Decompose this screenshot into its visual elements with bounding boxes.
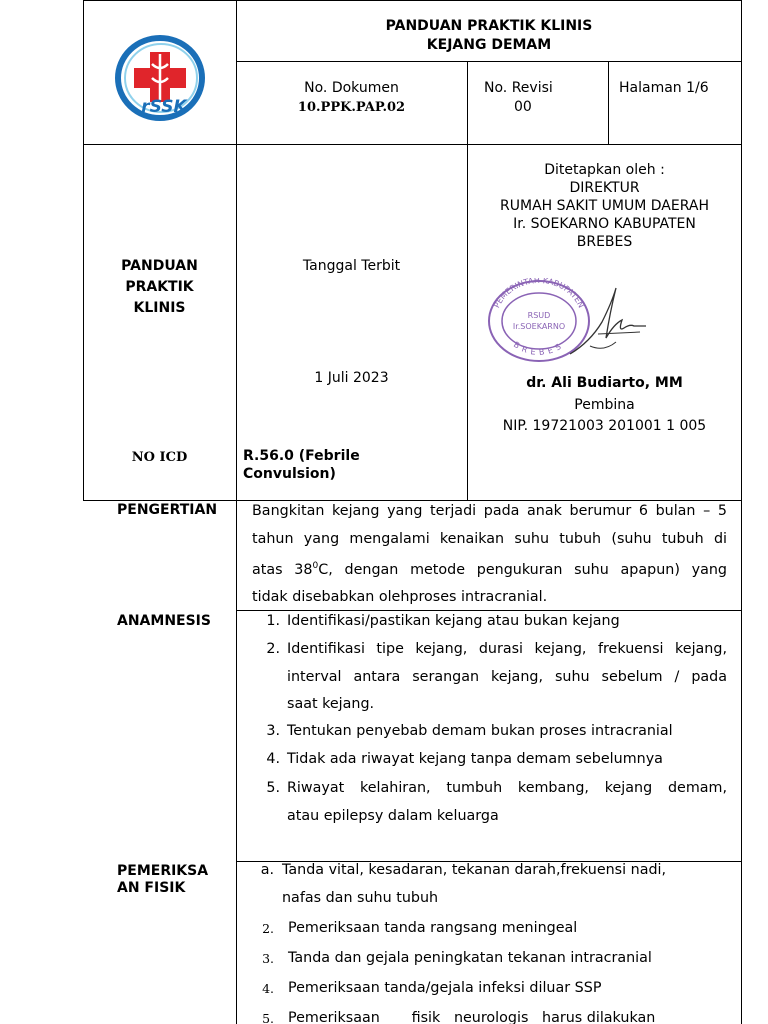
issue-date-label: Tanggal Terbit <box>302 258 401 274</box>
document-number-label: No. Dokumen <box>304 80 399 96</box>
pengertian-line4: tidak disebabkan olehproses intracranial. <box>252 589 548 606</box>
signer-name: dr. Ali Budiarto, MM <box>526 375 683 391</box>
icd-value-line2: Convulsion) <box>243 466 336 482</box>
pemeriksaan-item-a <box>252 857 727 913</box>
list-text: Tanda dan gejala peningkatan tekanan intracranial <box>288 950 652 966</box>
list-number: 5. <box>262 1011 274 1024</box>
list-number: 2. <box>266 641 280 657</box>
list-text: Pemeriksaan tanda/gejala infeksi diluar SSP <box>288 980 602 996</box>
pemeriksaan-item-5 <box>252 1005 727 1024</box>
approval-line1: Ditetapkan oleh : <box>544 162 665 178</box>
issue-date-value: 1 Juli 2023 <box>314 370 389 386</box>
list-text-line: nafas dan suhu tubuh <box>282 889 439 906</box>
list-text-line: saat kejang. <box>287 696 375 712</box>
pengertian-label: PENGERTIAN <box>117 502 218 518</box>
header-bottom-border <box>83 144 742 145</box>
list-text-line: Tanda vital, kesadaran, tekanan darah,frekuensi nadi, <box>282 862 667 878</box>
table-border-right <box>741 0 742 1024</box>
list-text-line: atau epilepsy dalam keluarga <box>287 807 499 824</box>
document-title-line2: KEJANG DEMAM <box>426 37 552 53</box>
approval-line3: RUMAH SAKIT UMUM DAERAH <box>500 198 709 214</box>
page-column-divider <box>608 61 609 145</box>
anamnesis-label: ANAMNESIS <box>117 613 211 629</box>
hospital-logo <box>112 34 208 124</box>
stamp-arc-text: PEMERINTAH KABUPATEN <box>492 278 586 310</box>
approval-line4: Ir. SOEKARNO KABUPATEN <box>513 216 696 232</box>
anamnesis-item-2 <box>258 636 727 719</box>
anamnesis-item-5 <box>258 775 727 831</box>
title-row-divider <box>236 61 742 62</box>
list-number: 3. <box>266 723 280 739</box>
revision-value: 00 <box>514 99 532 115</box>
svg-text:BREBES <box>512 340 566 357</box>
list-text: Tidak ada riwayat kejang tanpa demam sebelumnya <box>287 751 663 767</box>
logo-text: rSSK <box>141 97 187 117</box>
pemeriksaan-item-3 <box>252 945 727 973</box>
list-number: 4. <box>262 981 274 996</box>
document-number-value: 10.PPK.PAP.02 <box>297 100 406 115</box>
pemeriksaan-item-4 <box>252 975 727 1003</box>
list-text <box>287 636 727 719</box>
list-number: 5. <box>266 780 280 796</box>
revision-label: No. Revisi <box>484 80 553 96</box>
signer-nip: NIP. 19721003 201001 1 005 <box>502 418 707 434</box>
list-text-line: Identifikasi tipe kejang, durasi kejang, frekuensi kejang, <box>287 641 727 657</box>
list-text: Pemeriksaan fisik neurologis harus dilakukan <box>288 1010 656 1024</box>
list-letter: a. <box>260 862 274 878</box>
pengertian-line1: Bangkitan kejang yang terjadi pada anak berumur 6 bulan – 5 <box>252 503 727 519</box>
label-column-divider <box>236 0 237 501</box>
icd-value-line1: R.56.0 (Febrile <box>243 448 360 464</box>
anamnesis-item-3 <box>258 718 727 746</box>
revision-column-divider <box>467 61 468 501</box>
pengertian-line3 <box>252 553 727 584</box>
signature <box>560 282 650 362</box>
pemeriksaan-item-2 <box>252 915 727 943</box>
list-text-line: Riwayat kelahiran, tumbuh kembang, kejang demam, <box>287 780 727 796</box>
pengertian-line3-rest: C, dengan metode pengukuran suhu apapun) yang <box>318 561 727 578</box>
table-border-top <box>83 0 742 1</box>
stamp-center-line2: Ir.SOEKARNO <box>512 322 566 331</box>
pengertian-text <box>252 498 727 612</box>
pengertian-line2: tahun yang mengalami kenaikan suhu tubuh (suhu tubuh di <box>252 530 727 547</box>
ppk-title-line1: PANDUAN <box>121 258 198 274</box>
approval-line5: BREBES <box>576 234 633 250</box>
list-text: Tentukan penyebab demam bukan proses intracranial <box>287 723 673 739</box>
pemeriksaan-label-line1: PEMERIKSA <box>117 863 209 879</box>
list-text: Pemeriksaan tanda rangsang meningeal <box>288 920 578 936</box>
anamnesis-item-1 <box>258 608 727 636</box>
list-text <box>282 857 666 912</box>
list-text: Identifikasi/pastikan kejang atau bukan kejang <box>287 613 620 629</box>
list-number: 2. <box>262 921 274 936</box>
list-number: 1. <box>266 613 280 629</box>
ppk-title-line3: KLINIS <box>133 300 186 316</box>
degree-superscript: 0 <box>312 561 319 571</box>
stamp-bottom-text: BREBES <box>511 339 567 358</box>
list-number: 4. <box>266 751 280 767</box>
anamnesis-item-4 <box>258 746 727 774</box>
table-border-left <box>83 0 84 501</box>
icd-label: NO ICD <box>131 450 188 465</box>
pemeriksaan-label-line2: AN FISIK <box>117 880 186 896</box>
stamp-center-line1: RSUD <box>527 311 551 320</box>
ppk-title-line2: PRAKTIK <box>125 279 194 295</box>
list-text <box>287 775 727 830</box>
list-number: 3. <box>262 951 274 966</box>
page-indicator: Halaman 1/6 <box>619 80 709 96</box>
pengertian-line3-start: atas 38 <box>252 561 313 578</box>
list-text-line: interval antara serangan kejang, suhu sebelum / pada <box>287 668 727 685</box>
signer-rank: Pembina <box>574 397 635 413</box>
approval-line2: DIREKTUR <box>569 180 640 196</box>
document-title-line1: PANDUAN PRAKTIK KLINIS <box>385 18 593 34</box>
content-column-left-border <box>236 500 237 1024</box>
